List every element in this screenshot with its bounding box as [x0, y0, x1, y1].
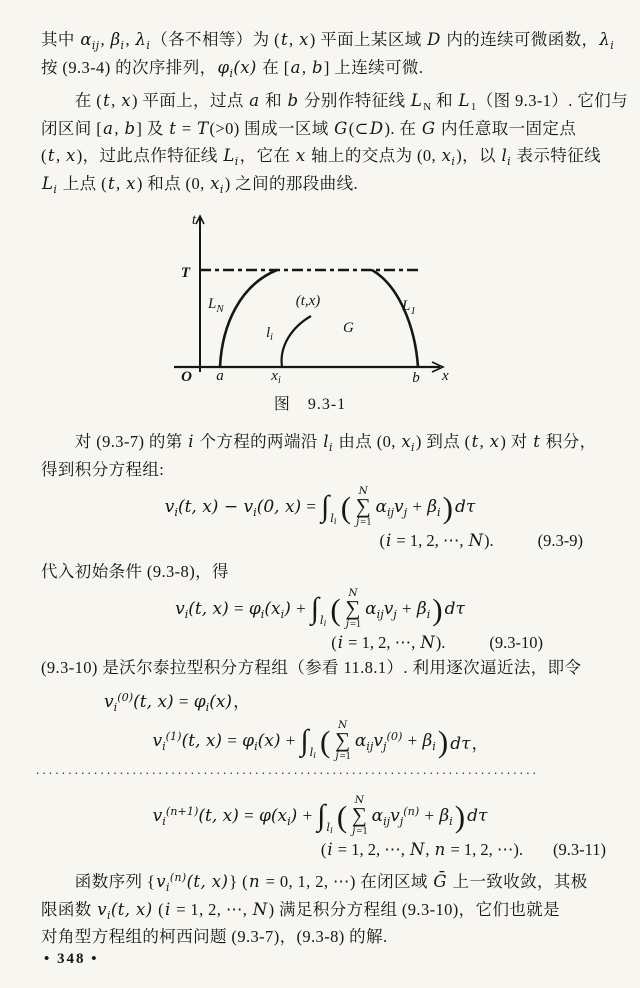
- text-line: 其中 $\alpha_{ij}$, $\beta_i$, $\lambda_i$（各不相等）为 (t, x) 平面上某区域 D 内的连续可微函数，$\lambda_i$: [41, 30, 615, 52]
- equation-number: (9.3-11): [553, 840, 606, 859]
- text-line: 对角型方程组的柯西问题 (9.3-7)，(9.3-8) 的解.: [41, 927, 388, 946]
- b-label: b: [412, 370, 420, 383]
- figure-caption: 图 9.3-1: [273, 396, 347, 413]
- equation-9-3-11: [0, 793, 640, 860]
- equation-9-3-9: [0, 484, 640, 551]
- t-axis-label: t: [191, 212, 196, 228]
- x-axis-label: x: [442, 368, 449, 383]
- text-line: (t, x)，过此点作特征线 $L_i$，它在 x 轴上的交点为 (0, $x_i$)，以 $l_i$ 表示特征线: [41, 146, 602, 168]
- text-line: 按 (9.3-4) 的次序排列，$\varphi_i(x)$ 在 [a, b] 上连续可微.: [41, 57, 424, 80]
- figure-9-3-1: [150, 211, 470, 414]
- equation-condition: (i = 1, 2, ⋯, N).: [379, 531, 494, 550]
- text-line: 在 (t, x) 平面上，过点 a 和 b 分别作特征线 $L_N$ 和 $L_1$（图 9.3-1）. 它们与: [41, 91, 629, 113]
- summation-sign: N ∑ j=1: [335, 718, 351, 762]
- a-label: a: [216, 368, 224, 383]
- math-text: dτ: [444, 599, 465, 619]
- equation-condition: (i = 1, 2, ⋯, N, n = 1, 2, ⋯).: [320, 840, 523, 859]
- li-label: $l_i$: [266, 325, 273, 343]
- paragraph-convergence: [41, 868, 619, 951]
- LN-label: $L_N$: [208, 296, 224, 315]
- math-text: dτ: [467, 806, 488, 826]
- close-paren: ): [432, 591, 443, 627]
- paragraph-volterra: [41, 654, 619, 682]
- paragraph-functions: [41, 26, 619, 81]
- math-text: $v_i(t$, $x) - v_i(0$, x) =: [164, 497, 317, 519]
- equation-iteration-1: [0, 718, 640, 764]
- math-text: $v_i(t$, $x) = \varphi_i(x_i)$ +: [175, 599, 306, 621]
- math-text: $v_i^{(n+1)}(t$, $x) = \varphi(x_i)$ +: [152, 805, 313, 828]
- L1-label: $L_1$: [402, 298, 416, 317]
- close-paren: ): [454, 798, 466, 834]
- math-text: dτ: [454, 497, 476, 517]
- equation-number: (9.3-9): [537, 531, 583, 550]
- math-text: $\alpha_{ij}v_j^{(0)} + \beta_i$: [354, 730, 436, 753]
- point-tx-label: (t,x): [295, 293, 321, 309]
- origin-label: O: [181, 369, 192, 383]
- equation-iteration-0: [0, 684, 640, 714]
- math-text: $v_i^{(0)}(t$, $x) = \varphi_i(x)$，: [104, 690, 251, 714]
- integral-sign: $\int_{l_i}$: [310, 591, 327, 629]
- text-line: 函数序列 {$v_i^{(n)}(t$, x)} (n = 0, 1, 2, ⋯) 在闭区域 Ḡ 上一致收敛，其极: [41, 871, 588, 894]
- text-line: $L_i$ 上点 (t, x) 和点 (0, $x_i$) 之间的那段曲线.: [42, 173, 359, 196]
- equation-condition: (i = 1, 2, ⋯, N).: [331, 633, 446, 652]
- math-text: $\alpha_{ij}v_j^{(n)} + \beta_i$: [371, 805, 453, 828]
- curve-li: [282, 316, 311, 367]
- text-line: 闭区间 [a, b] 及 t = T(>0) 围成一区域 G(⊂D). 在 G 内任意取一固定点: [41, 118, 577, 138]
- paragraph-initial-condition: [41, 558, 619, 586]
- integral-sign: $\int_{l_i}$: [300, 723, 317, 761]
- region-G-label: G: [343, 320, 354, 336]
- text-line: 限函数 $v_i(t$, x) (i = 1, 2, ⋯, N) 满足积分方程组 (9.3-10)，它们也就是: [41, 899, 561, 922]
- open-paren: (: [330, 591, 341, 627]
- integral-sign: $\int_{l_i}$: [321, 489, 337, 527]
- curve-L1: [372, 270, 418, 367]
- page-number: • 348 •: [44, 951, 99, 967]
- math-text: $v_i^{(1)}(t$, $x) = \varphi_i(x)$ +: [152, 730, 296, 753]
- close-paren: ): [437, 723, 449, 759]
- open-paren: (: [336, 798, 348, 834]
- summation-sign: N ∑ j=1: [351, 793, 368, 837]
- text-line: 对 (9.3-7) 的第 i 个方程的两端沿 $l_i$ 由点 (0, $x_i$) 到点 (t, x) 对 t 积分，: [41, 432, 597, 454]
- text-line: 得到积分方程组:: [41, 459, 165, 479]
- math-text: $\alpha_{ij}v_j + \beta_i$: [365, 599, 431, 621]
- text-line: (9.3-10) 是沃尔泰拉型积分方程组（参看 11.8.1）. 利用逐次逼近法，即令: [41, 658, 582, 677]
- math-text: $\alpha_{ij}v_j + \beta_i$: [375, 497, 441, 519]
- open-paren: (: [340, 489, 352, 525]
- open-paren: (: [320, 723, 331, 759]
- integral-sign: $\int_{l_i}$: [317, 798, 333, 836]
- equation-number: (9.3-10): [489, 633, 543, 652]
- math-text: dτ，: [450, 733, 489, 754]
- ellipsis-separator: ..............................................................................: [36, 762, 540, 777]
- T-label: T: [180, 265, 190, 281]
- curve-LN: [220, 270, 277, 367]
- paragraph-integration: [41, 428, 619, 483]
- summation-sign: N ∑ j=1: [355, 484, 372, 528]
- summation-sign: N ∑ j=1: [345, 586, 362, 630]
- paragraph-characteristics: [41, 87, 629, 197]
- equation-9-3-10: [0, 586, 640, 653]
- close-paren: ): [442, 489, 453, 525]
- text-line: 代入初始条件 (9.3-8)，得: [41, 562, 229, 581]
- characteristics-diagram: [150, 211, 470, 383]
- xi-label: $x_i$: [271, 368, 281, 383]
